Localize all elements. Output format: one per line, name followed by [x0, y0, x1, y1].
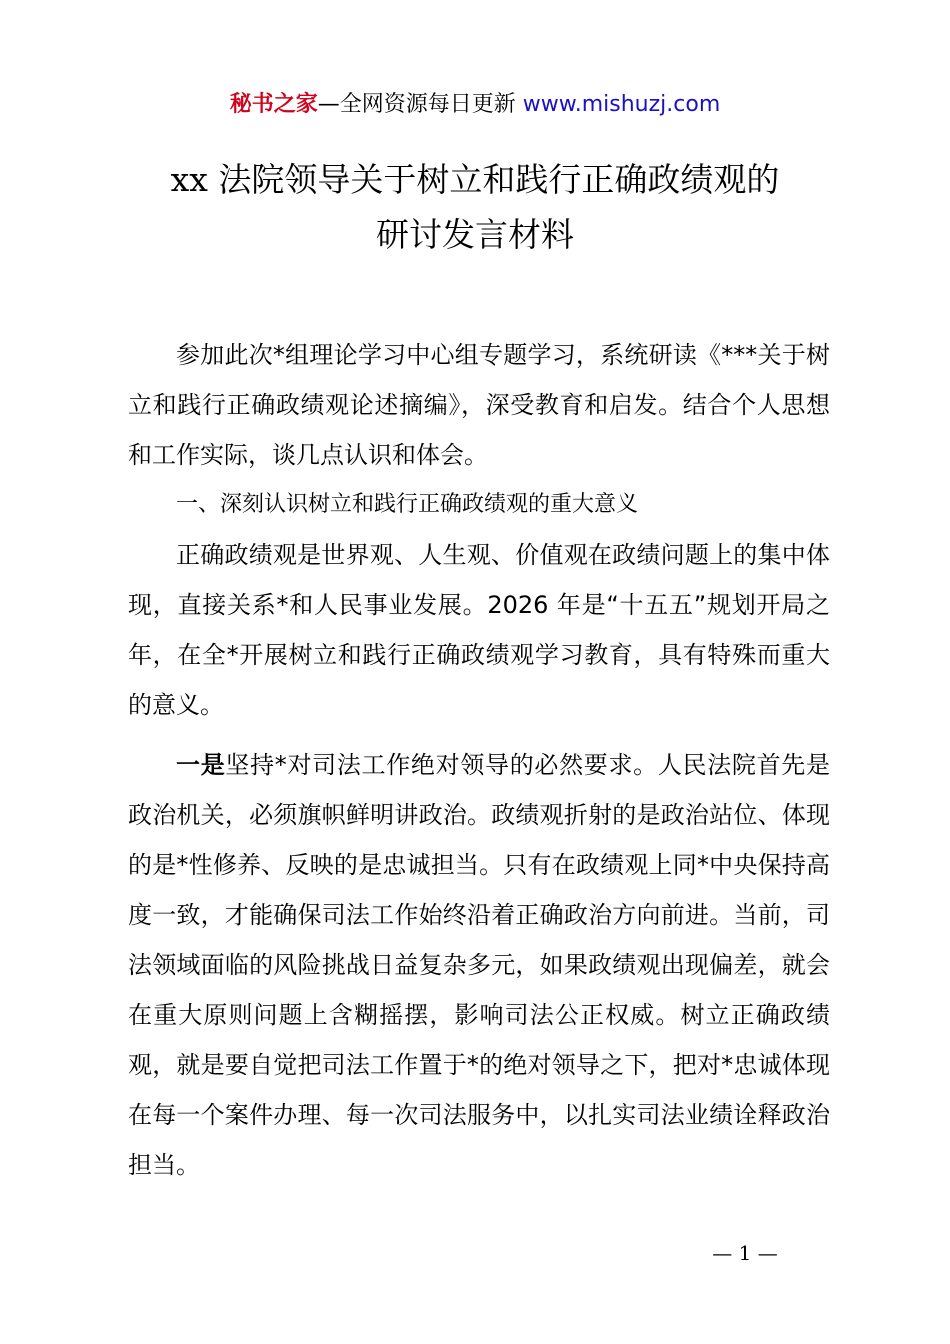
- paragraph-lead: 一是: [176, 751, 226, 779]
- site-brand: 秘书之家: [229, 92, 318, 117]
- title-line-2: 研讨发言材料: [376, 215, 574, 254]
- document-body: [128, 330, 830, 1190]
- document-title: [0, 152, 950, 262]
- section-paragraph-1: 正确政绩观是世界观、人生观、价值观在政绩问题上的集中体现，直接关系*和人民事业发展。2026 年是“十五五”规划开局之年，在全*开展树立和践行正确政绩观学习教育，具有特殊而重大的意义。: [128, 541, 830, 719]
- title-prefix: xx: [170, 160, 208, 199]
- site-url-link[interactable]: www.mishuzj.com: [522, 92, 721, 117]
- site-header: [0, 88, 950, 122]
- section-heading: 一、深刻认识树立和践行正确政绩观的重大意义: [176, 492, 639, 517]
- site-tagline: —全网资源每日更新: [317, 92, 516, 117]
- paragraph-text: 坚持*对司法工作绝对领导的必然要求。人民法院首先是政治机关，必须旗帜鲜明讲政治。政绩观折射的是政治站位、体现的是*性修养、反映的是忠诚担当。只有在政绩观上同*中央保持高度一致，才能确保司法工作始终沿着正确政治方向前进。当前，司法领域面临的风险挑战日益复杂多元，如果政绩观出现偏差，就会在重大原则问题上含糊摇摆，影响司法公正权威。树立正确政绩观，就是要自觉把司法工作置于*的绝对领导之下，把对*忠诚体现在每一个案件办理、每一次司法服务中，以扎实司法业绩诠释政治担当。: [128, 751, 831, 1179]
- page-number: — 1 —: [712, 1241, 778, 1265]
- intro-paragraph: 参加此次*组理论学习中心组专题学习，系统研读《***关于树立和践行正确政绩观论述摘编》，深受教育和启发。结合个人思想和工作实际，谈几点认识和体会。: [128, 341, 830, 469]
- title-line-1-text: 法院领导关于树立和践行正确政绩观的: [218, 160, 780, 199]
- section-paragraph-2: [128, 740, 830, 1190]
- title-line-1: [0, 152, 950, 207]
